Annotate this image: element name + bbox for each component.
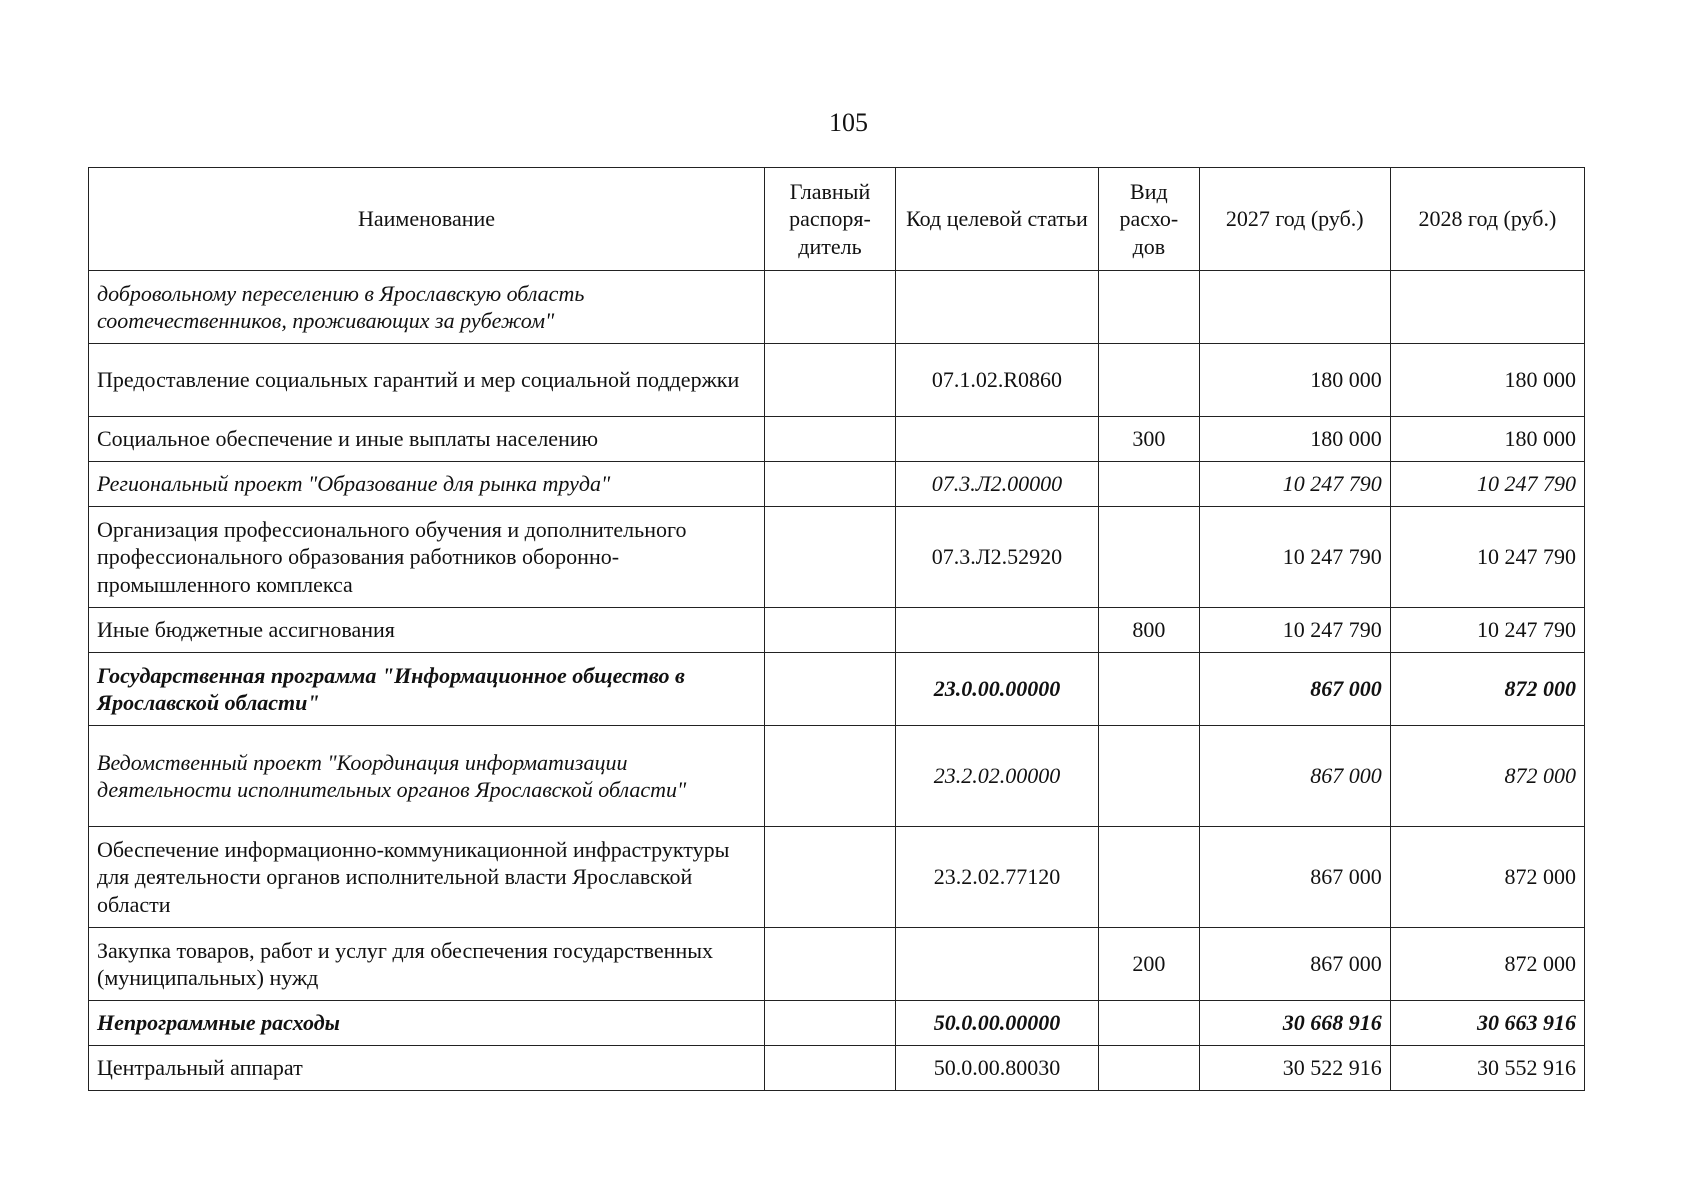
cell-name: Социальное обеспечение и иные выплаты населению [89, 417, 765, 462]
table-row [89, 462, 1585, 507]
cell-2027: 867 000 [1199, 653, 1390, 726]
header-2027: 2027 год (руб.) [1199, 168, 1390, 271]
cell-name: Организация профессионального обучения и дополнительного профессионального образования работников оборонно-промышленного комплекса [89, 507, 765, 608]
cell-code: 50.0.00.80030 [895, 1046, 1098, 1091]
cell-name: Ведомственный проект "Координация информатизации деятельности исполнительных органов Ярославской области" [89, 726, 765, 827]
cell-manager [765, 726, 896, 827]
cell-name: добровольному переселению в Ярославскую область соотечественников, проживающих за рубежом" [89, 271, 765, 344]
table-row [89, 507, 1585, 608]
cell-kind [1099, 462, 1200, 507]
cell-manager [765, 1046, 896, 1091]
table-row [89, 417, 1585, 462]
cell-2027: 867 000 [1199, 827, 1390, 928]
header-name: Наименование [89, 168, 765, 271]
cell-kind [1099, 827, 1200, 928]
cell-name: Государственная программа "Информационное общество в Ярославской области" [89, 653, 765, 726]
table-row [89, 928, 1585, 1001]
cell-2028 [1390, 271, 1584, 344]
cell-code: 23.0.00.00000 [895, 653, 1098, 726]
cell-manager [765, 271, 896, 344]
table-header-row [89, 168, 1585, 271]
cell-2028: 180 000 [1390, 344, 1584, 417]
table-row [89, 827, 1585, 928]
cell-manager [765, 1001, 896, 1046]
cell-2028: 872 000 [1390, 653, 1584, 726]
cell-code: 50.0.00.00000 [895, 1001, 1098, 1046]
cell-name: Региональный проект "Образование для рынка труда" [89, 462, 765, 507]
cell-manager [765, 417, 896, 462]
table-row [89, 726, 1585, 827]
cell-2028: 30 663 916 [1390, 1001, 1584, 1046]
cell-code: 23.2.02.77120 [895, 827, 1098, 928]
header-code: Код целевой статьи [895, 168, 1098, 271]
cell-2028: 30 552 916 [1390, 1046, 1584, 1091]
cell-kind [1099, 344, 1200, 417]
cell-kind [1099, 1001, 1200, 1046]
table-row [89, 1001, 1585, 1046]
cell-code [895, 417, 1098, 462]
cell-manager [765, 653, 896, 726]
cell-kind: 300 [1099, 417, 1200, 462]
cell-2027: 10 247 790 [1199, 608, 1390, 653]
cell-2027: 30 668 916 [1199, 1001, 1390, 1046]
cell-kind [1099, 271, 1200, 344]
cell-kind: 800 [1099, 608, 1200, 653]
cell-code: 07.1.02.R0860 [895, 344, 1098, 417]
cell-manager [765, 507, 896, 608]
cell-2027: 867 000 [1199, 928, 1390, 1001]
cell-manager [765, 344, 896, 417]
cell-2028: 10 247 790 [1390, 507, 1584, 608]
cell-2027: 10 247 790 [1199, 507, 1390, 608]
table-row [89, 608, 1585, 653]
table-row [89, 653, 1585, 726]
table-row [89, 344, 1585, 417]
cell-2028: 10 247 790 [1390, 462, 1584, 507]
cell-name: Центральный аппарат [89, 1046, 765, 1091]
cell-kind: 200 [1099, 928, 1200, 1001]
cell-manager [765, 608, 896, 653]
cell-manager [765, 827, 896, 928]
cell-manager [765, 462, 896, 507]
cell-kind [1099, 726, 1200, 827]
cell-2027: 10 247 790 [1199, 462, 1390, 507]
cell-name: Предоставление социальных гарантий и мер социальной поддержки [89, 344, 765, 417]
header-manager: Главный распоря-дитель [765, 168, 896, 271]
cell-code [895, 271, 1098, 344]
page-number: 105 [829, 108, 868, 137]
cell-2027 [1199, 271, 1390, 344]
cell-name: Закупка товаров, работ и услуг для обеспечения государственных (муниципальных) нужд [89, 928, 765, 1001]
cell-kind [1099, 507, 1200, 608]
cell-2028: 872 000 [1390, 827, 1584, 928]
header-kind: Вид расхо-дов [1099, 168, 1200, 271]
cell-manager [765, 928, 896, 1001]
cell-2027: 180 000 [1199, 344, 1390, 417]
cell-code [895, 608, 1098, 653]
cell-code: 23.2.02.00000 [895, 726, 1098, 827]
header-2028: 2028 год (руб.) [1390, 168, 1584, 271]
cell-code: 07.3.Л2.00000 [895, 462, 1098, 507]
table-row [89, 271, 1585, 344]
cell-2028: 180 000 [1390, 417, 1584, 462]
cell-name: Обеспечение информационно-коммуникационной инфраструктуры для деятельности органов исполнительной власти Ярославской области [89, 827, 765, 928]
cell-2028: 872 000 [1390, 928, 1584, 1001]
cell-2028: 872 000 [1390, 726, 1584, 827]
cell-code [895, 928, 1098, 1001]
cell-2028: 10 247 790 [1390, 608, 1584, 653]
budget-table [88, 167, 1585, 1091]
cell-name: Иные бюджетные ассигнования [89, 608, 765, 653]
cell-2027: 180 000 [1199, 417, 1390, 462]
table-row [89, 1046, 1585, 1091]
cell-kind [1099, 1046, 1200, 1091]
cell-2027: 30 522 916 [1199, 1046, 1390, 1091]
cell-name: Непрограммные расходы [89, 1001, 765, 1046]
cell-kind [1099, 653, 1200, 726]
cell-2027: 867 000 [1199, 726, 1390, 827]
cell-code: 07.3.Л2.52920 [895, 507, 1098, 608]
